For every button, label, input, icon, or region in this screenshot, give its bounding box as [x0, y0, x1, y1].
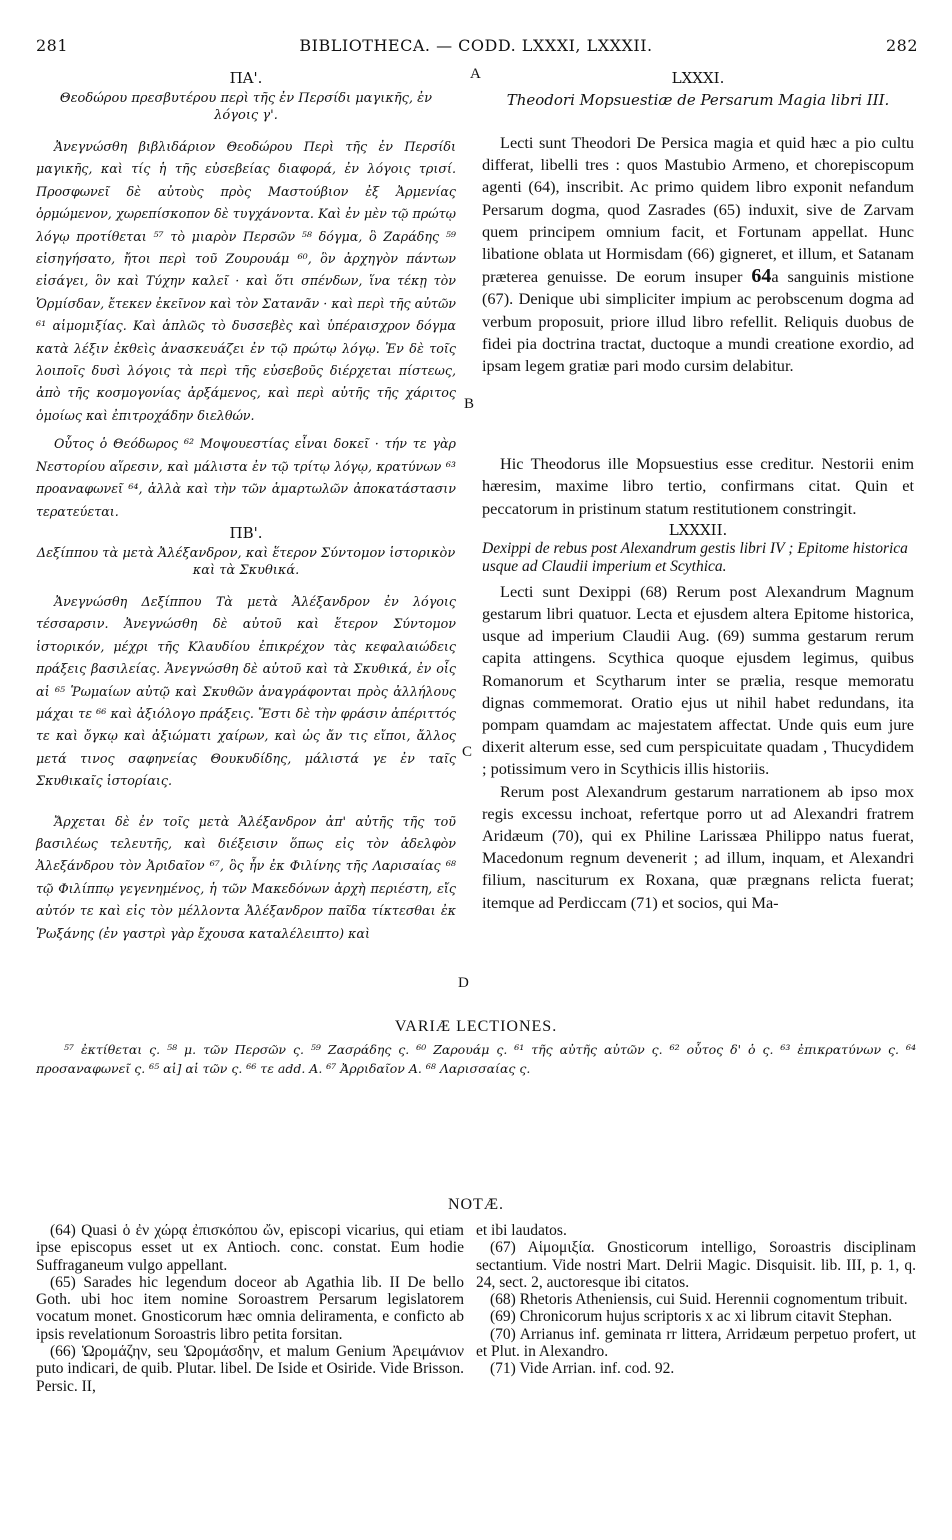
note-66: (66) Ὡρομάζην, seu Ὡρομάσδην, et malum Genium Ἀρειμάνιον puto indicari, de quib. Plutar. libel. De Iside et Osiride. Vide Brisson. Persic. II, [36, 1343, 464, 1395]
variae-lectiones-text: ⁵⁷ ἐκτίθεται ς. ⁵⁸ μ. τῶν Περσῶν ς. ⁵⁹ Ζασράδης ς. ⁶⁰ Ζαρουάμ ς. ⁶¹ τῆς αὐτῆς αὐτῶν ς. ⁶² οὗτος δ' ὁ ς. ⁶³ ἐπικρατύνων ς. ⁶⁴ προσαναφωνεῖ ς. ⁶⁵ αἱ] αἱ τῶν ς. ⁶⁶ τε add. A. ⁶⁷ Ἀρριδαῖον A. ⁶⁸ Λαρισσαίας ς. [36, 1042, 916, 1076]
notes-right-column [476, 1222, 916, 1378]
latin-paragraph-3: Lecti sunt Dexippi (68) Rerum post Alexandrum Magnum gestarum libri quatuor. Lecta et ejusdem altera Epitome historica, usque ad imperium Claudii Aug. (69) summa gestarum rerum capita attingens. Scythica quoque ejusdem legimus, quibus Romanorum et Scytharum inter se prælia, resque memoratu dignas commemorat. Oratio ejus ut nihil habet redundans, ita pompam quamdam ac majestatem affectat. Unde quis eum jure dixerit alterum esse, sed cum perspicuitate quadam , Thucydidem ; potissimum vero in Scythicis illis historiis. [482, 581, 914, 779]
page-number-left: 281 [36, 36, 69, 55]
latin-subtitle-81: Theodori Mopsuestiæ de Persarum Magia libri III. [506, 91, 890, 109]
latin-paragraph-4: Rerum post Alexandrum gestarum narrationem ab ipso mox regis excessu inchoat, refertque porro ut ad Alexandri fratrem Aridæum (70), qui ex Philine Larissæa Philippo natus fuerat, Macedonum regnum devenerit ; ad illum, inquam, et Alexandri filium, nasciturum ex Roxana, quæ prægnans relicta fuerat; itemque ad Perdiccam (71) et socios, qui Ma- [482, 781, 914, 912]
note-71: (71) Vide Arrian. inf. cod. 92. [490, 1360, 675, 1378]
latin-paragraph-1-text: Lecti sunt Theodori De Persica magia et quid hæc a pio cultu differat, libelli tres : quos Mastubio Armeno, et chorepiscopum agenti (64), inscribit. Ac primo quidem libro exponit nefandum Persarum dogma, quod Zasrades (65) induxit, sive de Zarvam quem principem omnium facit, et Fortunam appellat. Hunc libatione oblata ut Hormisdam (66) gigneret, et illum, et Satanam præterea genuisse. De eorum insuper [482, 133, 914, 287]
column-marker-64: 64 [751, 265, 772, 288]
note-69: (69) Chronicorum hujus scriptoris x ac xi librum citavit Stephan. [490, 1308, 893, 1326]
greek-paragraph-4: Ἄρχεται δὲ ἐν τοῖς μετὰ Ἀλέξανδρον ἀπ' αὐτῆς τῆς τοῦ βασιλέως τελευτῆς, καὶ διέξεισιν ὅπως εἰς τὸν ἀδελφὸν Ἀλεξάνδρου τὸν Ἀριδαῖον ⁶⁷, ὃς ἦν ἐκ Φιλίνης τῆς Λαρισαίας ⁶⁸ τῷ Φιλίππῳ γεγενημένος, ἡ τῶν Μακεδόνων ἀρχὴ περιέστη, εἴς αὐτόν τε καὶ εἰς τὸν μέλλοντα Ἀλέξανδρον παῖδα τίκτεσθαι ἐκ Ῥωξάνης (ἐν γαστρὶ γὰρ ἔχουσα καταλέλειπτο) καὶ [36, 813, 456, 941]
greek-paragraph-2: Οὗτος ὁ Θεόδωρος ⁶² Μοψουεστίας εἶναι δοκεῖ · τήν τε γὰρ Νεστορίου αἵρεσιν, καὶ μάλιστα ἐν τῷ τρίτῳ λόγῳ, κρατύνων ⁶³ προαναφωνεῖ ⁶⁴, ἀλλὰ καὶ τὴν τῶν ἁμαρτωλῶν ἀποκατάστασιν τερατεύεται. [36, 436, 456, 519]
latin-section-title-82: LXXXII. [668, 520, 728, 539]
notae-title: NOTÆ. [447, 1196, 505, 1213]
running-title: BIBLIOTHECA. — CODD. LXXXI, LXXXII. [299, 36, 653, 55]
latin-paragraph-1-cont: a sanguinis mistione (67). Denique ubi simpliciter impium ac perobscenum dogma ad verbum proposuit, priore illud libro refellit. Reliquis duobus de fidei pia doctrina tractat, ductoque a mundi creatione exordio, ad ipsam legem gratiæ pari modo cursim delabitur. [482, 267, 915, 376]
margin-marker-a: A [470, 66, 481, 82]
latin-subtitle-82: Dexippi de rebus post Alexandrum gestis libri IV ; Epitome historica usque ad Claudii imperium et Scythica. [482, 539, 908, 576]
page-number-right: 282 [885, 36, 918, 55]
greek-subtitle-81: Θεοδώρου πρεσβυτέρου περὶ τῆς ἐν Περσίδι μαγικῆς, ἐν λόγοις γ'. [59, 91, 433, 123]
greek-section-title-81: ΠΑ'. [229, 69, 263, 87]
greek-section-title-82: ΠΒ'. [229, 523, 263, 542]
note-68: (68) Rhetoris Atheniensis, cui Suid. Herennii cognomentum tribuit. [490, 1291, 908, 1309]
note-70: (70) Arrianus inf. geminata rr littera, Arridæum perpetuo profert, ut et Plut. in Alexandro. [476, 1325, 916, 1361]
note-65: (65) Sarades hic legendum doceor ab Agathia lib. II De bello Goth. ubi hoc item nomine Soroastrem Persarum legislatorem vocatum monet. Gnosticorum hæc omnia deliramenta, e conficto ab ipsis revelationum Soroastris libro petita forsitan. [36, 1273, 464, 1343]
latin-column [482, 68, 914, 914]
margin-marker-d: D [458, 975, 469, 991]
latin-paragraph-2: Hic Theodorus ille Mopsuestius esse creditur. Nestorii enim hæresim, maxime libro tertio, confirmans citat. Quin et peccatorum in pristinum statum restitutionem constringit. [482, 454, 914, 518]
greek-paragraph-1: Ἀνεγνώσθη βιβλιδάριον Θεοδώρου Περὶ τῆς ἐν Περσίδι μαγικῆς, καὶ τίς ἡ τῆς εὐσεβείας διαφορά, ἐν λόγοις τρισί. Προσφωνεῖ δὲ αὐτοὺς πρὸς Μαστούβιον ἐξ Ἀρμενίας ὁρμώμενον, χωρεπίσκοπον δὲ τυγχάνοντα. Καὶ ἐν μὲν τῷ πρώτῳ λόγῳ προτίθεται ⁵⁷ τὸ μιαρὸν Περσῶν ⁵⁸ δόγμα, ὃ Ζαράδης ⁵⁹ εἰσηγήσατο, ἤτοι περὶ τοῦ Ζουρουάμ ⁶⁰, ὃν ἀρχηγὸν πάντων εἰσάγει, ὃν καὶ Τύχην καλεῖ · καὶ ὅτι σπένδων, ἵνα τέκῃ τὸν Ὁρμίσδαν, ἔτεκεν ἐκεῖνον καὶ τὸν Σατανᾶν · καὶ περὶ τῆς αὐτῶν ⁶¹ αἱμομιξίας. Καὶ ἁπλῶς τὸ δυσσεβὲς καὶ ὑπέραισχρον δόγμα κατὰ λέξιν ἐκθεὶς ἀνασκευάζει ἐν τῷ πρώτῳ λόγῳ. Ἐν δὲ τοῖς λοιποῖς δυσὶ λόγοις τὰ περὶ τῆς εὐσεβοῦς διέρχεται πίστεως, ἀπὸ τῆς κοσμογονίας ἀρξάμενος, καὶ περὶ αὐτῆς τῆς χάριτος ὁμοίως καὶ ἐπιτροχάδην διελθών. [36, 139, 456, 423]
margin-marker-b: B [464, 396, 475, 412]
note-67: (67) Αἱμομιξία. Gnosticorum intelligo, Soroastris disciplinam sectantium. Vide nostri Mart. Delrii Magic. Disquisit. lib. III, p. 1, q. 24, sect. 2, auctoresque ibi citatos. [476, 1239, 916, 1291]
note-64: (64) Quasi ὁ ἐν χώρᾳ ἐπισκόπου ὤν, episcopi vicarius, qui etiam ipse episcopus esset ut ex Antioch. conc. constat. Eum hodie Suffraganeum vulgo appellant. [36, 1222, 464, 1274]
notes-left-column [36, 1222, 464, 1395]
margin-marker-c: C [462, 744, 473, 760]
latin-section-title-81: LXXXI. [671, 69, 725, 87]
greek-column [36, 68, 456, 945]
greek-paragraph-3: Ἀνεγνώσθη Δεξίππου Τὰ μετὰ Ἀλέξανδρον ἐν λόγοις τέσσαρσιν. Ἀνεγνώσθη δὲ αὐτοῦ καὶ ἕτερον Σύντομον ἱστορικόν, μέχρι τῆς Κλαυδίου ἐπικρέχον τὰς κεφαλαιώδεις πράξεις βασιλείας. Ἀνεγνώσθη δὲ αὐτοῦ καὶ τὰ Σκυθικά, ἐν οἷς αἱ ⁶⁵ Ῥωμαίων αὐτῷ καὶ Σκυθῶν ἀναγράφονται πρὸς ἀλλήλους μάχαι τε ⁶⁶ καὶ ἀξιόλογο πράξεις. Ἔστι δὲ τὴν φράσιν ἀπέριττός τε καὶ ὄγκῳ καὶ ἀξιώματι χαίρων, καὶ ὡς ἄν τις εἴποι, ἄλλος μετά τινος σαφηνείας Θουκυδίδης, μάλιστά γε ἐν ταῖς Σκυθικαῖς ἱστορίαις. [36, 593, 456, 789]
greek-subtitle-82: Δεξίππου τὰ μετὰ Ἀλέξανδρον, καὶ ἕτερον Σύντομον ἱστορικὸν καὶ τὰ Σκυθικά. [36, 545, 456, 578]
latin-paragraph-1 [482, 132, 914, 377]
variae-lectiones-title: VARIÆ LECTIONES. [394, 1018, 558, 1035]
note-66-cont: et ibi laudatos. [476, 1222, 567, 1239]
